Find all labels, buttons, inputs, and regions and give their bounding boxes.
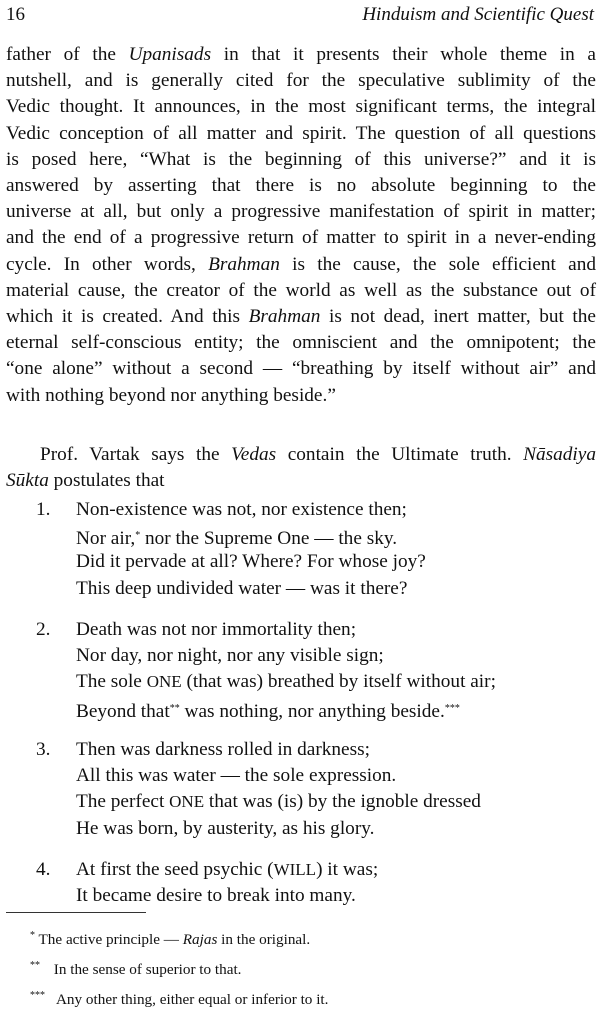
verse-line: Then was darkness rolled in darkness; [76, 739, 370, 760]
verse-line: Nor air,* nor the Supreme One — the sky. [76, 528, 398, 550]
verse-line: The perfect ONE that was (is) by the ignoble dressed [76, 791, 481, 813]
verse-line: Death was not nor immortality then; [76, 619, 357, 640]
verse-line: Nor day, nor night, nor any visible sign; [76, 645, 384, 667]
footnote-2: ** In the sense of superior to that. [30, 960, 242, 978]
footnote-1: * The active principle — Rajas in the original. [30, 930, 311, 948]
verse-line: Beyond that** was nothing, nor anything beside.*** [76, 700, 460, 722]
verse-line: Non-existence was not, nor existence then; [76, 499, 407, 520]
verse-number: 1. [36, 499, 51, 520]
text-line: material cause, the creator of the world as well as the substance out of [6, 279, 596, 301]
text-line: nutshell, and is generally cited for the speculative sublimity of the [6, 70, 596, 92]
text-line: “one alone” without a second — “breathing by itself without air” and [6, 358, 596, 380]
text-line: with nothing beyond nor anything beside.” [6, 384, 336, 406]
verse-line: He was born, by austerity, as his glory. [76, 817, 375, 839]
footnote-mark: * [30, 930, 35, 941]
page-number: 16 [6, 4, 25, 25]
text-line: and the end of a progressive return of matter to spirit in a never-ending [6, 227, 596, 249]
running-header [6, 4, 594, 30]
text-line: Sūkta postulates that [6, 470, 165, 492]
footnote-mark: ** [30, 960, 40, 971]
text-line: cycle. In other words, Brahman is the cause, the sole efficient and [6, 253, 596, 275]
verse-line: At first the seed psychic (WILL) it was; [76, 859, 379, 880]
text-line: father of the Upanisads in that it presents their whole theme in a [6, 44, 596, 65]
text-line: which it is created. And this Brahman is not dead, inert matter, but the [6, 306, 596, 328]
verse-line: All this was water — the sole expression. [76, 765, 397, 787]
footnote-mark: *** [30, 990, 45, 1001]
paragraph-2 [6, 442, 596, 494]
verse-line: The sole ONE (that was) breathed by itself without air; [76, 671, 496, 693]
text-line: answered by asserting that there is no absolute beginning to the [6, 175, 596, 197]
text-line: eternal self-conscious entity; the omniscient and the omnipotent; the [6, 332, 596, 354]
footnote-divider [6, 912, 146, 913]
text-line: Prof. Vartak says the Vedas contain the Ultimate truth. Nāsadiya [40, 444, 596, 465]
verse-number: 2. [36, 619, 51, 640]
verse-number: 4. [36, 859, 51, 880]
verse-line: It became desire to break into many. [76, 885, 356, 907]
running-title: Hinduism and Scientific Quest [362, 4, 594, 25]
paragraph-1 [6, 42, 596, 409]
verse-line: This deep undivided water — was it there? [76, 577, 408, 599]
footnote-3: *** Any other thing, either equal or inferior to it. [30, 990, 329, 1008]
text-line: Vedic conception of all matter and spirit. The question of all questions [6, 122, 596, 144]
text-line: universe at all, but only a progressive manifestation of spirit in matter; [6, 201, 596, 223]
text-line: Vedic thought. It announces, in the most significant terms, the integral [6, 96, 596, 118]
verse-line: Did it pervade at all? Where? For whose joy? [76, 551, 426, 573]
text-line: is posed here, “What is the beginning of this universe?” and it is [6, 148, 596, 170]
verse-number: 3. [36, 739, 51, 760]
